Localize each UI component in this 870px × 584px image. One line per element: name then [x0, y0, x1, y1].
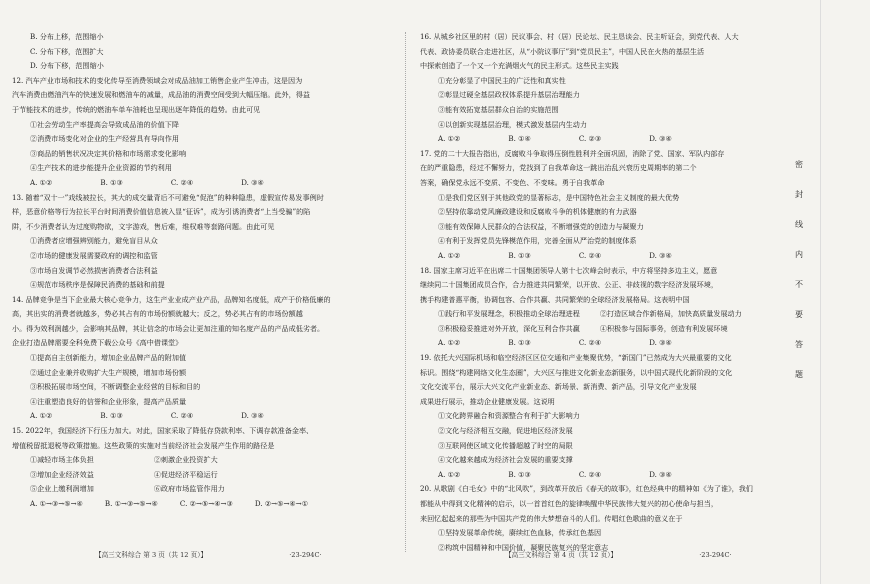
question-text: 阱，不少消费者认为过度购物欲，文字游戏，售后难，维权难等套路问题。由此可见	[12, 221, 275, 231]
binding-char: 密	[795, 160, 803, 169]
choice-c: C. ②→⑤→④→③	[179, 499, 233, 508]
binding-char: 内	[795, 250, 803, 259]
question-text: 小。得为效利润越少，会影响其品牌，其让信念的市场会让更加注重的知名度产品的产品成低劣者。	[12, 323, 325, 333]
question-text: 标识。围绕“构建网络文化生态圈”，大兴区与推进文化新业态新服务，以中国式现代化新阶段的文化	[420, 367, 733, 377]
answer-choices-12	[12, 176, 380, 191]
page-number: 【高三文科综合 第 4 页（共 12 页）】	[505, 551, 618, 559]
question-text: 都能从中得到文化精神的启示，以一首首红色的旋律唤醒中华民族伟大复兴的初心使命与担当，	[420, 499, 718, 508]
choice-a: A. ①②	[438, 134, 461, 144]
statement-item: ⑤企业上缴利润增加	[30, 484, 94, 494]
option-line: D. 分布下移，范围缩小	[30, 61, 104, 71]
statement-item: ②文化与经济相互交融，促进地区经济发展	[438, 426, 573, 436]
statement-item: ②坚持依靠动党风廉政建设和反腐败斗争的机体健康的有力武器	[438, 207, 637, 217]
question-text: 来回忆起起来的那些为中国共产党的伟大梦想奋斗的人们。传唱红色歌曲的意义在于	[420, 513, 683, 523]
page-divider	[405, 32, 406, 552]
binding-char: 答	[795, 340, 803, 349]
statement-item: ①是我们党区别于其他政党的显著标志，是中国特色社会主义制度的最大优势	[438, 192, 680, 202]
question-text: 答案，确保党永远不变质、不变色、不变味。勇于自我革命	[420, 177, 605, 187]
statement-item: ⑥政府市场监管作用力	[153, 484, 225, 494]
binding-margin	[790, 150, 808, 420]
choice-b: B. ①→③→⑤→④	[104, 499, 158, 508]
statement-item: ①充分彰显了中国民主的广泛性和真实性	[438, 75, 566, 85]
choice-a: A. ①→③→⑤→④	[30, 499, 83, 508]
question-text: 代表、政协委员联合走进社区，从“小院议事厅”到“党员民主”，中国人民在火热的基层生活	[420, 46, 705, 56]
statement-item: ②打造区域合作新格局，加快高质量发展动力	[599, 309, 742, 319]
question-text: 文化交流平台，展示大兴文化产业新业态、新场景、新消费、新产品，引导文化产业发展	[420, 382, 697, 392]
statement-item: ④规范市场秩序是保障民消费的基础和前提	[30, 280, 165, 290]
choice-d: D. ②→⑤→④→①	[254, 499, 309, 508]
statement-pair	[12, 453, 380, 468]
option-line: B. 分布上移，范围缩小	[30, 32, 104, 41]
right-page	[420, 30, 780, 555]
statement-item: ④生产技术的进步能提升企业资源的节约利用	[30, 163, 172, 173]
question-18-stem: 18. 国家主席习近平在出席二十国集团领导人第十七次峰会时表示，中方将坚持多边主义，愿意	[420, 265, 718, 275]
statement-item: ③积极稳妥推进对外开放，深化互利合作共赢	[438, 323, 580, 333]
statement-item: ④积极参与国际事务，创造有利发展环境	[599, 323, 728, 333]
statement-item: ③增加企业经济效益	[30, 469, 94, 479]
statement-item: ①文化跨界融合和资源整合有利于扩大影响力	[438, 411, 580, 421]
statement-item: ①坚持发展革命传统，赓续红色血脉，传承红色基因	[438, 528, 602, 538]
choice-c: C. ②③	[578, 134, 602, 144]
statement-item: ③能有效拓宽基层群众自治的实施范围	[438, 104, 559, 114]
binding-char: 要	[795, 310, 803, 319]
choice-a: A. ①②	[438, 469, 461, 479]
choice-b: B. ①③	[100, 411, 123, 421]
answer-choices-14	[12, 409, 380, 424]
statement-item: ④注重塑造良好的信誉和企业形象，提高产品质量	[30, 396, 187, 406]
choice-d: D. ③④	[649, 250, 672, 260]
question-text: 高，其出实的消费者就越多，势必其占有的市场份额就越大；反之，势必其占有的市场份额越	[12, 309, 303, 319]
choice-d: D. ③④	[649, 469, 672, 479]
choice-a: A. ①②	[438, 338, 461, 348]
binding-char: 不	[795, 280, 803, 289]
question-text: 成果进行展示，推动企业健康发展。这说明	[420, 396, 555, 406]
statement-pair	[420, 322, 780, 337]
statement-item: ②市场的健康发展需要政府的调控和监管	[30, 250, 158, 260]
statement-item: ①提高自主创新能力，增加企业品牌产品的附加值	[30, 353, 187, 363]
statement-item: ④以创新实现基层治理，模式激发基层内生动力	[438, 119, 587, 129]
statement-item: ④促进经济平稳运行	[153, 469, 218, 479]
question-text: 汽车消费由燃油汽车的快速发展和燃油车的减量，成品油的消费空间受到大幅压缩。此外，得益	[12, 90, 310, 100]
choice-b: B. ①③	[508, 250, 531, 260]
answer-choices-19	[420, 468, 780, 483]
question-12-stem: 12. 汽车产业市场和技术的变化传导至消费领域会对成品油加工销售企业产生冲击，这是因为	[12, 75, 303, 85]
choice-c: C. ②④	[578, 250, 602, 260]
binding-char: 封	[795, 190, 803, 199]
choice-d: D. ③④	[241, 411, 264, 421]
statement-item: ②刺激企业投资扩大	[153, 455, 218, 465]
question-text: 中探索创造了一个又一个充满烟火气的民主形式。这些民主实践	[420, 61, 619, 71]
paper-code: ·23-294C·	[699, 551, 732, 559]
statement-item: ②消费市场变化对企业的生产经营具有导向作用	[30, 134, 179, 144]
statement-item: ④文化越来越成为经济社会发展的重要支撑	[438, 455, 573, 465]
choice-d: D. ③④	[649, 338, 672, 348]
question-14-stem: 14. 品牌竞争是当下企业最大核心竞争力，这生产业业成产业产品，品牌知名度低，成产于价格低廉的	[12, 294, 331, 304]
statement-item: ②通过企业兼并收购扩大生产规模，增加市场份额	[30, 367, 187, 377]
answer-choices-15	[12, 497, 380, 512]
choice-d: D. ③④	[241, 177, 264, 187]
binding-char: 线	[795, 220, 803, 229]
question-20-stem: 20. 从歌剧《白毛女》中的“北风吹”，到改革开放后《春天的故事》，红色经典中的精神如《为了谁》，我们	[420, 484, 753, 494]
answer-choices-18	[420, 336, 780, 351]
choice-c: C. ②④	[578, 469, 602, 479]
page-footer-left	[95, 549, 322, 559]
statement-item: ③市场自发调节必然损害消费者合法利益	[30, 265, 158, 275]
question-15-stem: 15. 2022年，我国经济下行压力加大。对此，国家采取了降低存贷款利率、下调存款准备金率、	[12, 426, 314, 436]
statement-item: ②构筑中国精神和中国价值，凝聚民族复兴的坚定意志	[438, 542, 609, 552]
question-text: 在的严重隐患，经过不懈努力，党找到了自我革命这一跳出治乱兴衰历史周期率的第二个	[420, 163, 697, 173]
choice-c: C. ②④	[578, 338, 602, 348]
statement-item: ①践行和平发展理念，积极推动全球治理进程	[438, 309, 580, 319]
binding-char: 题	[795, 370, 803, 379]
statement-pair	[12, 482, 380, 497]
statement-item: ③商品的销售状况决定其价格和市场需求变化影响	[30, 148, 187, 158]
question-text: 样，恶意价格等行为拉长平台时间消费价值信息被入显“征诉”，成为引诱消费者“上当受骗”的陷	[12, 207, 311, 217]
choice-b: B. ①④	[508, 134, 531, 144]
statement-item: ①社会劳动生产率提高会导致成品油的价值下降	[30, 119, 179, 129]
question-text: 企业打造品牌需要全科免费下载公众号《高中借课堂》	[12, 338, 183, 348]
statement-pair	[420, 307, 780, 322]
question-text: 于节能技术的进步，传统的燃油车单车油耗也呈现出逐年降低的趋势。由此可见	[12, 104, 261, 114]
page-footer-right	[505, 549, 732, 559]
page-number: 【高三文科综合 第 3 页（共 12 页）】	[95, 551, 208, 559]
statement-item: ①减轻市场主体负担	[30, 455, 94, 465]
paper-code: ·23-294C·	[289, 551, 322, 559]
statement-item: ③互联网使区域文化传播超越了时空的局限	[438, 440, 573, 450]
choice-b: B. ①③	[508, 338, 531, 348]
statement-item: ④有利于发挥党员先锋模范作用，完善全面从严治党的制度体系	[438, 236, 637, 246]
statement-item: ①消费者应增强辨别能力，避免盲目从众	[30, 236, 158, 246]
choice-a: A. ①②	[30, 177, 53, 187]
statement-item: ②彰显过硬全基层政权体系提升基层治理能力	[438, 90, 580, 100]
question-19-stem: 19. 依托大兴国际机场和临空经济区区位交通和产业集聚优势，“新国门”已然成为大兴最重要的文化	[420, 353, 732, 363]
answer-choices-16	[420, 132, 780, 147]
question-13-stem: 13. 随着“双十一”戏线被拉长，其大的成交量背后不可避免“促泡”的种种隐患，虚假宣传易发事例时	[12, 192, 324, 202]
question-16-stem: 16. 从城乡社区里的村（居）民议事会、村（居）民论坛、民主恳谈会、民主听证会，到党代表、人大	[420, 32, 739, 41]
binding-edge	[820, 0, 821, 584]
choice-b: B. ①③	[100, 177, 123, 187]
question-text: 继续同二十国集团成员合作，合力推进共同繁荣，以开放、公正、非歧视的数字经济发展环境，	[420, 280, 718, 290]
statement-item: ③积极拓展市场空间，不断调整企业经营的目标和目的	[30, 382, 201, 392]
question-text: 携手构建普惠平衡，协调包容、合作共赢、共同繁荣的全球经济发展格局。这表明中国	[420, 294, 690, 304]
statement-item: ③能有效保障人民群众的合法权益，不断增强党的创造力与凝聚力	[438, 221, 644, 231]
choice-a: A. ①②	[438, 250, 461, 260]
choice-c: C. ②④	[170, 411, 194, 421]
question-17-stem: 17. 党的二十大报告指出，反腐败斗争取得压倒性胜利并全面巩固，消除了党、国家、军队内部存	[420, 148, 725, 158]
choice-c: C. ②④	[170, 177, 194, 187]
choice-a: A. ①②	[30, 411, 53, 421]
left-page	[12, 30, 380, 512]
choice-b: B. ①③	[508, 469, 531, 479]
answer-choices-17	[420, 249, 780, 264]
question-text: 增值税留抵退税等政策措施。这些政策的实施对当前经济社会发展产生作用的路径是	[12, 440, 275, 450]
statement-pair	[12, 468, 380, 483]
choice-d: D. ③④	[649, 134, 672, 144]
option-line: C. 分布下移，范围扩大	[30, 46, 104, 56]
